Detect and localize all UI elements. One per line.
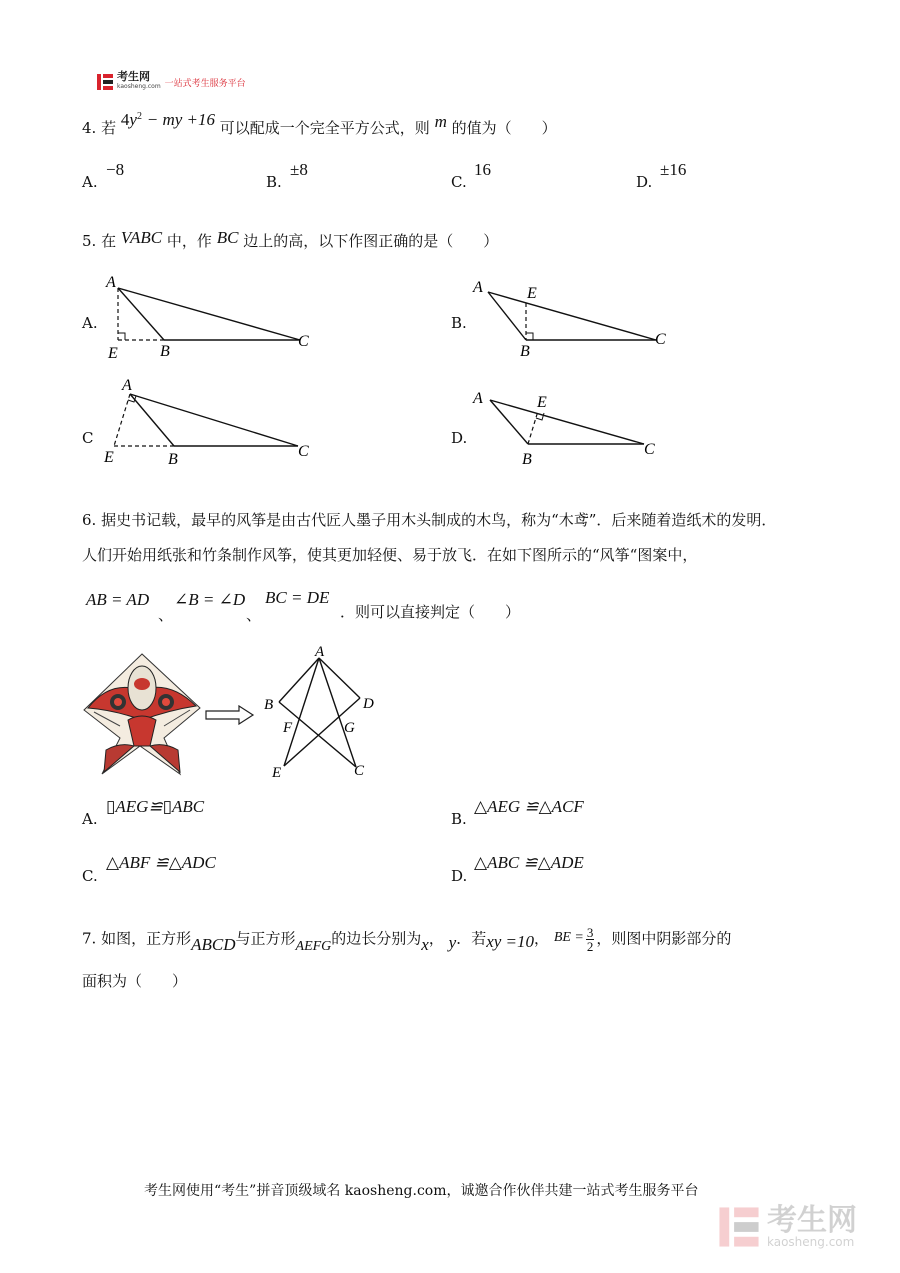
svg-text:B: B — [168, 451, 178, 468]
svg-text:A: A — [473, 390, 483, 407]
q6-option-b[interactable]: B. — [451, 810, 467, 828]
q6-option-a-value: ▯AEG≌▯ABC — [106, 797, 205, 816]
svg-text:C: C — [644, 441, 655, 458]
logo-cn: 考生网 — [117, 70, 150, 83]
watermark-en: kaosheng.com — [767, 1235, 855, 1249]
svg-text:E: E — [272, 765, 282, 780]
svg-text:B: B — [520, 343, 530, 360]
q7-abcd: ABCD — [191, 934, 236, 954]
svg-text:A: A — [106, 274, 116, 291]
q6-condition-2: ∠B = ∠D — [174, 590, 246, 609]
q7-text-4: ．若 — [456, 929, 487, 948]
q4-expr-coef: 4 — [120, 110, 130, 129]
q4-option-c[interactable]: C. — [451, 173, 467, 191]
logo-slogan: 一站式考生服务平台 — [164, 78, 246, 89]
q5-mid: 中，作 — [166, 232, 212, 250]
kite-image-icon — [80, 650, 205, 778]
svg-text:E: E — [527, 285, 537, 302]
q7-text-2: 与正方形 — [235, 929, 296, 948]
q7-frac-den: 2 — [586, 939, 594, 954]
q7-comma: ， — [428, 929, 444, 948]
q6-option-d-value: △ABC ≌△ADE — [474, 853, 584, 872]
q5-figure-a — [100, 270, 330, 365]
q5-figure-b — [470, 270, 700, 365]
svg-text:E: E — [537, 394, 547, 411]
q5-option-b[interactable]: B. — [451, 314, 467, 332]
svg-text:A: A — [473, 279, 483, 296]
q6-tail: ．则可以直接判定（ ） — [340, 603, 521, 621]
q4-option-b[interactable]: B. — [266, 173, 282, 191]
q6-condition-3: BC = DE — [265, 588, 330, 607]
svg-text:E: E — [108, 345, 118, 362]
kaosheng-logo-icon — [96, 73, 114, 91]
q5-triangle: VABC — [120, 228, 163, 247]
q6-option-c-value: △ABF ≌△ADC — [106, 853, 216, 872]
svg-text:C: C — [298, 443, 309, 460]
svg-text:A: A — [315, 644, 325, 660]
q7-stem — [82, 926, 731, 953]
q6-number: 6. — [82, 511, 97, 529]
q4-m: m — [434, 112, 447, 131]
q7-x: x — [421, 934, 429, 954]
q5-pre: 在 — [101, 232, 117, 250]
svg-text:C: C — [354, 763, 365, 779]
q4-pre: 若 — [101, 119, 117, 137]
svg-text:C: C — [655, 331, 666, 348]
q4-option-d[interactable]: D. — [636, 173, 653, 191]
q5-figure-c — [100, 372, 330, 472]
q7-aefg: AEFG — [295, 938, 332, 954]
svg-text:A: A — [122, 377, 132, 394]
q7-y: y — [448, 932, 457, 952]
svg-text:B: B — [264, 697, 274, 713]
q4-option-a[interactable]: A. — [82, 173, 98, 191]
q4-expr-y: y — [129, 110, 137, 129]
q4-expr-rest: − my +16 — [146, 110, 215, 129]
q5-option-a[interactable]: A. — [82, 314, 98, 332]
svg-text:E: E — [104, 449, 114, 466]
footer-watermark — [717, 1205, 857, 1249]
svg-text:D: D — [363, 696, 374, 712]
svg-text:B: B — [522, 451, 532, 468]
q4-tail: 的值为（ ） — [451, 119, 557, 137]
q6-kite-figure — [262, 640, 392, 780]
q6-line2: 人们开始用纸张和竹条制作风筝，使其更加轻便、易于放飞．在如下图所示的“风筝“图案中， — [82, 546, 698, 564]
q6-option-d[interactable]: D. — [451, 867, 468, 885]
svg-text:C: C — [298, 333, 309, 350]
q5-option-c[interactable]: C — [82, 429, 94, 447]
q7-text-3: 的边长分别为 — [331, 929, 422, 948]
q5-stem — [82, 228, 499, 250]
logo-en: kaosheng.com — [117, 83, 161, 90]
q4-post: 可以配成一个完全平方公式，则 — [219, 119, 430, 137]
q4-option-a-value: −8 — [106, 160, 125, 179]
q7-be: BE = — [553, 929, 584, 945]
q4-number: 4. — [82, 119, 97, 137]
q6-sep-2: 、 — [246, 606, 262, 624]
svg-text:B: B — [160, 343, 170, 360]
q5-figure-d — [470, 382, 700, 477]
q7-line2: 面积为（ ） — [82, 972, 188, 990]
q6-option-a[interactable]: A. — [82, 810, 98, 828]
q7-comma-2: ， — [534, 929, 550, 948]
q7-number: 7. — [82, 929, 97, 948]
q6-option-b-value: △AEG ≌△ACF — [474, 797, 584, 816]
q4-stem — [82, 110, 557, 137]
watermark-cn: 考生网 — [767, 1203, 857, 1238]
svg-text:F: F — [283, 720, 293, 736]
q4-option-d-value: ±16 — [660, 160, 687, 179]
q6-text-1: 据史书记载，最早的风筝是由古代匠人墨子用木头制成的木鸟，称为“木鸢”．后来随着造纸术的发明． — [101, 511, 777, 529]
q6-condition-1: AB = AD — [86, 590, 150, 609]
q6-line1 — [82, 511, 776, 529]
q5-option-d[interactable]: D. — [451, 429, 468, 447]
q5-number: 5. — [82, 232, 97, 250]
q5-bc: BC — [216, 228, 239, 247]
q4-option-c-value: 16 — [474, 160, 491, 179]
watermark-logo-icon — [717, 1205, 761, 1249]
q6-option-c[interactable]: C. — [82, 867, 98, 885]
q4-expr-sup: 2 — [136, 111, 142, 122]
q7-fraction — [586, 926, 595, 953]
q7-frac-num: 3 — [586, 925, 594, 940]
q7-xy: xy =10 — [486, 931, 535, 951]
footer-text: 考生网使用“考生”拼音顶级域名 kaosheng.com，诚邀合作伙伴共建一站式考生服务平台 — [144, 1183, 699, 1199]
q7-text-5: ，则图中阴影部分的 — [596, 929, 732, 948]
q7-text-1: 如图，正方形 — [101, 929, 192, 948]
svg-text:G: G — [344, 720, 355, 736]
q5-post: 边上的高，以下作图正确的是（ ） — [243, 232, 499, 250]
q6-sep-1: 、 — [158, 606, 174, 624]
header-logo — [96, 72, 246, 92]
q4-option-b-value: ±8 — [290, 160, 308, 179]
right-arrow-icon — [205, 705, 255, 725]
